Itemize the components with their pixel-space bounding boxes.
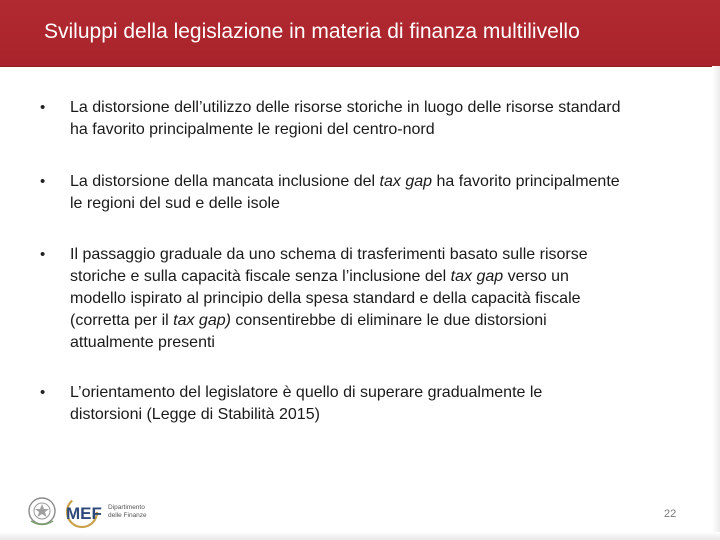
text-run: attualmente presenti (70, 334, 215, 351)
bullet-item-1 (70, 97, 700, 141)
bullet-line (70, 266, 700, 288)
bullet-line (70, 382, 700, 404)
mef-text: MEF (66, 504, 102, 523)
page-number: 22 (664, 508, 677, 520)
bullet-marker: • (40, 99, 46, 116)
page-bottom-shadow (0, 532, 720, 540)
dept-line-2: delle Finanze (108, 512, 147, 519)
text-run: verso un (503, 268, 569, 285)
bullet-item-3 (70, 244, 700, 354)
italic-term: tax gap (379, 173, 433, 190)
text-run: Il passaggio graduale da uno schema di trasferimenti basato sulle risorse (70, 246, 588, 263)
text-run: La distorsione della mancata inclusione del (70, 173, 380, 190)
mef-logo (26, 494, 156, 530)
bullet-line (70, 310, 700, 332)
bullet-line (70, 193, 700, 215)
text-run: ha favorito principalmente (432, 173, 620, 190)
text-run: modello ispirato al principio della spesa standard e della capacità fiscale (70, 290, 581, 307)
dept-line-1: Dipartimento (108, 504, 145, 511)
bullet-line (70, 332, 700, 354)
text-run: storiche e sulla capacità fiscale senza l’inclusione del (70, 268, 451, 285)
text-run: le regioni del sud e delle isole (70, 195, 280, 212)
bullet-line (70, 171, 700, 193)
bullet-line (70, 244, 700, 266)
bullet-line (70, 97, 700, 119)
mef-mark-icon (66, 497, 102, 527)
bullet-marker: • (40, 173, 46, 190)
italic-term: tax gap) (173, 312, 231, 329)
bullet-marker: • (40, 384, 46, 401)
bullet-line (70, 119, 700, 141)
italian-republic-emblem-icon (29, 498, 55, 525)
text-run: ha favorito principalmente le regioni del centro-nord (70, 121, 435, 138)
text-run: L’orientamento del legislatore è quello di superare gradualmente le (70, 384, 543, 401)
bullet-line (70, 404, 700, 426)
bullet-item-4 (70, 382, 700, 426)
title-bar (0, 0, 720, 67)
bullet-line (70, 288, 700, 310)
italic-term: tax gap (450, 268, 504, 285)
text-run: (corretta per il (70, 312, 174, 329)
page-edge-shadow (712, 66, 720, 540)
slide-title: Sviluppi della legislazione in materia di finanza multilivello (44, 20, 580, 43)
text-run: La distorsione dell’utilizzo delle risorse storiche in luogo delle risorse standard (70, 99, 621, 116)
bullet-item-2 (70, 171, 700, 215)
text-run: consentirebbe di eliminare le due distorsioni (230, 312, 547, 329)
bullet-marker: • (40, 246, 46, 263)
footer-logos (26, 494, 156, 535)
text-run: distorsioni (Legge di Stabilità 2015) (70, 406, 320, 423)
